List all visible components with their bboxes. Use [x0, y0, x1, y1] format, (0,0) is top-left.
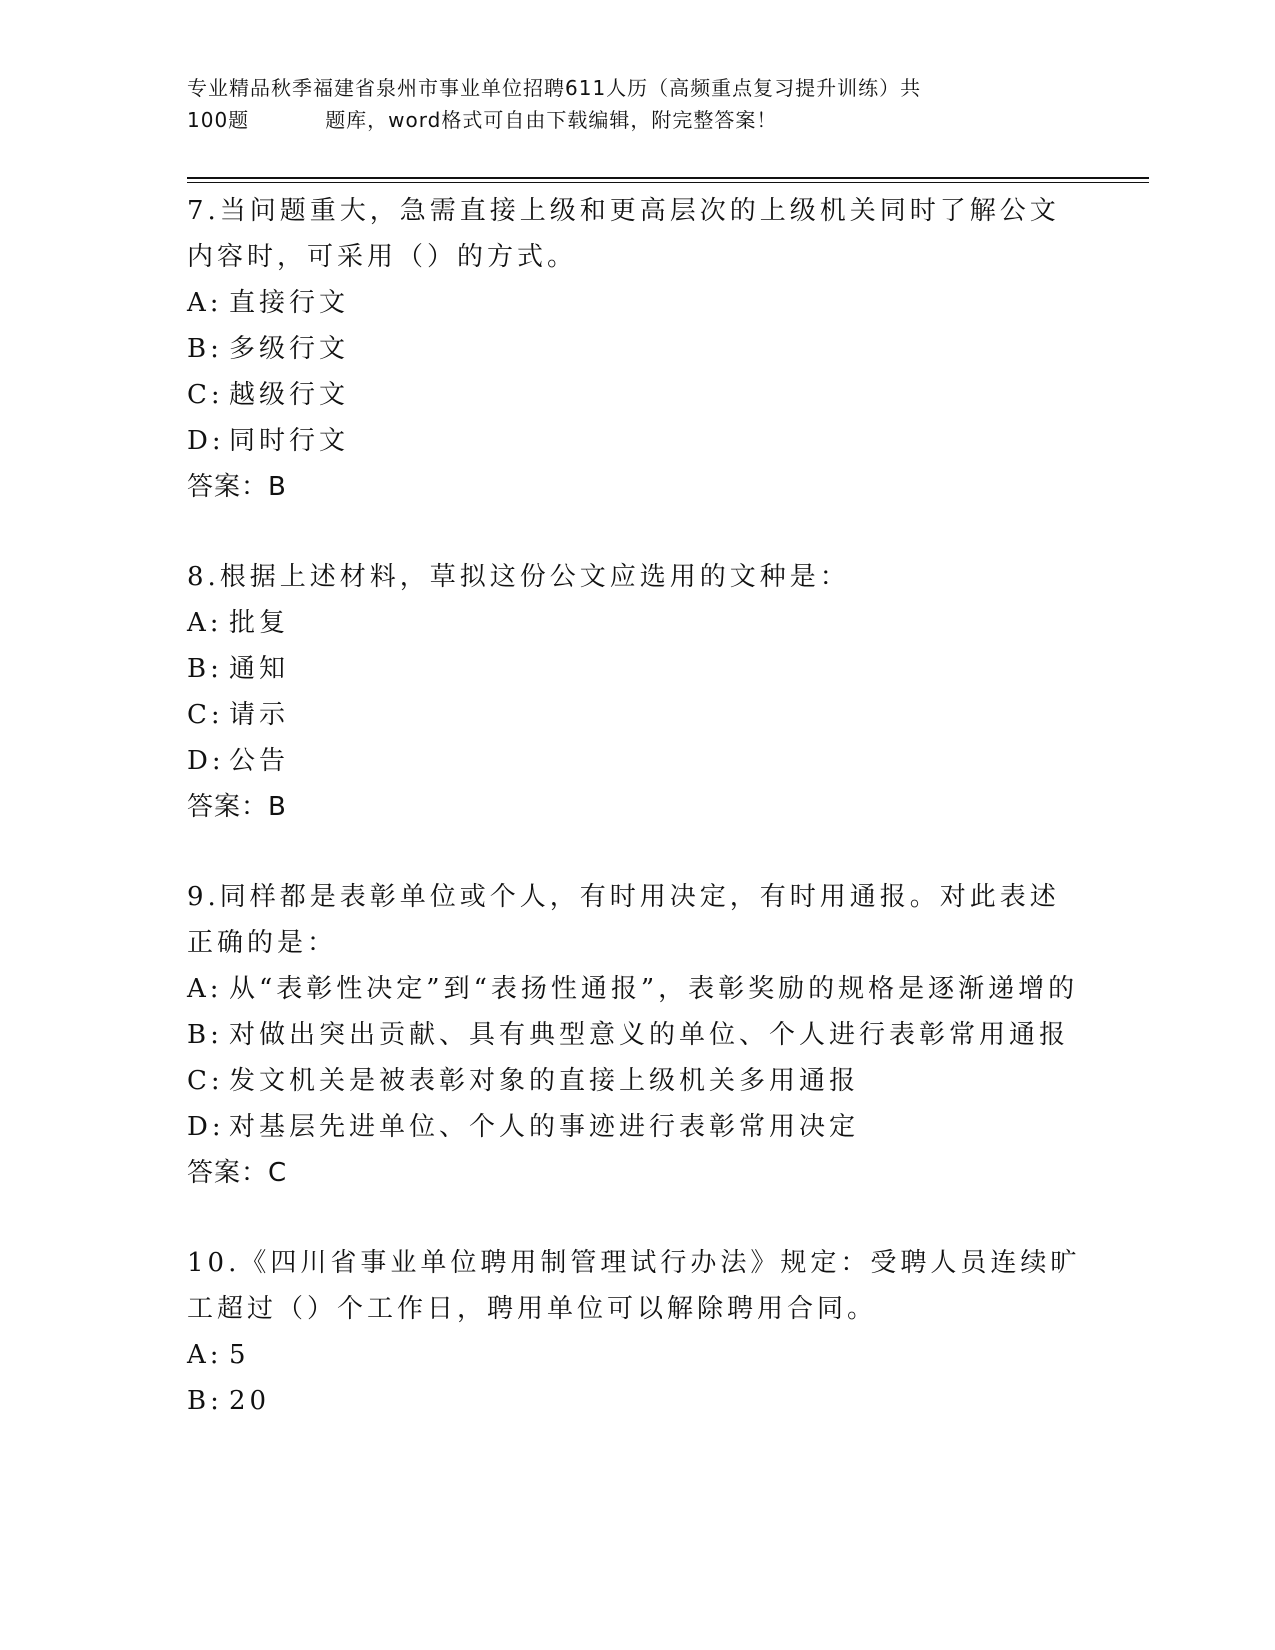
option-label: D: [187, 1112, 225, 1142]
header-description: 题库，word格式可自由下载编辑，附完整答案！ [325, 108, 778, 132]
option-text: 从“表彰性决定”到“表扬性通报”，表彰奖励的规格是逐渐递增的 [229, 974, 1079, 1004]
option-text: 对做出突出贡献、具有典型意义的单位、个人进行表彰常用通报 [229, 1020, 1070, 1050]
answer-text: 答案：B [187, 472, 287, 502]
option-d [187, 738, 1087, 784]
header-count: 100题 [187, 108, 250, 132]
option-label: B: [187, 334, 223, 364]
option-text: 20 [229, 1386, 271, 1416]
option-label: A: [187, 288, 223, 318]
option-text: 直接行文 [229, 288, 350, 318]
document-header [187, 72, 1087, 136]
option-label: C: [187, 380, 224, 410]
option-text: 对基层先进单位、个人的事迹进行表彰常用决定 [229, 1112, 860, 1142]
option-label: B: [187, 1386, 223, 1416]
option-text: 越级行文 [229, 380, 350, 410]
header-line-2 [187, 104, 1087, 136]
option-text: 通知 [229, 654, 290, 684]
option-a [187, 280, 1087, 326]
option-b [187, 1378, 1087, 1424]
option-text: 5 [229, 1340, 250, 1370]
answer-text: 答案：B [187, 792, 287, 822]
option-label: A: [187, 608, 223, 638]
question-text: 7.当问题重大，急需直接上级和更高层次的上级机关同时了解公文内容时，可采用（）的方式。 [187, 196, 1060, 272]
option-text: 公告 [229, 746, 290, 776]
question-10 [187, 1240, 1087, 1424]
option-label: C: [187, 1066, 224, 1096]
question-7 [187, 188, 1087, 510]
question-list [187, 188, 1087, 1468]
option-label: D: [187, 746, 225, 776]
question-9 [187, 874, 1087, 1196]
option-c [187, 372, 1087, 418]
option-a [187, 966, 1087, 1012]
option-text: 多级行文 [229, 334, 350, 364]
header-divider-thick [187, 177, 1149, 179]
option-label: C: [187, 700, 224, 730]
question-text: 10.《四川省事业单位聘用制管理试行办法》规定：受聘人员连续旷工超过（）个工作日，聘用单位可以解除聘用合同。 [187, 1248, 1081, 1324]
question-8 [187, 554, 1087, 830]
option-c [187, 692, 1087, 738]
answer-text: 答案：C [187, 1158, 288, 1188]
option-label: A: [187, 974, 223, 1004]
option-b [187, 326, 1087, 372]
option-b [187, 646, 1087, 692]
option-text: 同时行文 [229, 426, 350, 456]
option-text: 发文机关是被表彰对象的直接上级机关多用通报 [229, 1066, 860, 1096]
option-a [187, 600, 1087, 646]
option-d [187, 418, 1087, 464]
question-text: 8.根据上述材料，草拟这份公文应选用的文种是： [187, 562, 850, 592]
option-text: 批复 [229, 608, 290, 638]
option-text: 请示 [229, 700, 290, 730]
header-divider-thin [187, 182, 1149, 183]
option-label: D: [187, 426, 225, 456]
option-a [187, 1332, 1087, 1378]
option-d [187, 1104, 1087, 1150]
option-label: B: [187, 654, 223, 684]
option-c [187, 1058, 1087, 1104]
option-label: A: [187, 1340, 223, 1370]
header-line-1: 专业精品秋季福建省泉州市事业单位招聘611人历（高频重点复习提升训练）共 [187, 76, 922, 100]
option-b [187, 1012, 1087, 1058]
option-label: B: [187, 1020, 223, 1050]
question-text: 9.同样都是表彰单位或个人，有时用决定，有时用通报。对此表述正确的是： [187, 882, 1060, 958]
